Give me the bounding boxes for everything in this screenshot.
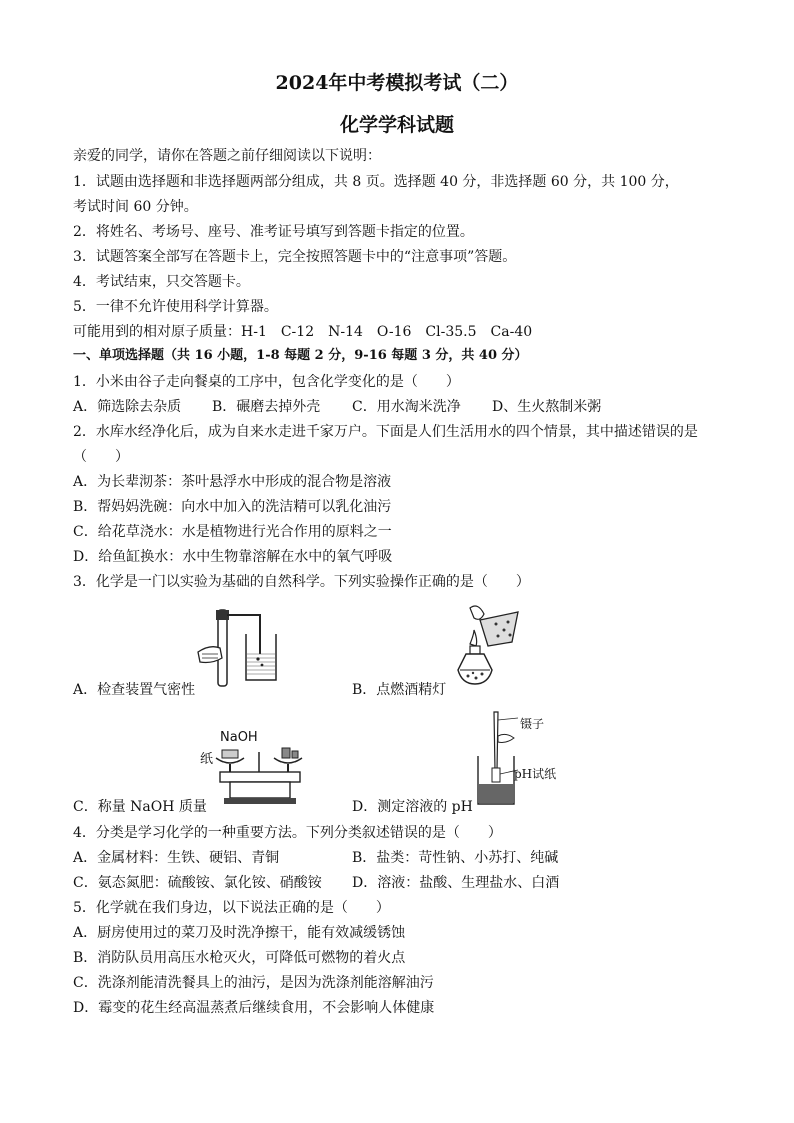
- option-b: B．碾磨去掉外壳: [212, 399, 321, 415]
- question-stem: 3．化学是一门以实验为基础的自然科学。下列实验操作正确的是（ ）: [73, 574, 530, 590]
- question-stem: 5．化学就在我们身边，以下说法正确的是（ ）: [73, 900, 390, 916]
- option-b: B．点燃酒精灯: [352, 682, 447, 698]
- instruction-item: 2．将姓名、考场号、座号、准考证号填写到答题卡指定的位置。: [73, 224, 474, 240]
- balance-figure: [210, 744, 310, 808]
- option-d: D．测定溶液的 pH: [352, 799, 473, 815]
- option-d: D．溶液：盐酸、生理盐水、白酒: [352, 875, 560, 891]
- atomic-mass-line: 可能用到的相对原子质量：H-1 C-12 N-14 O-16 Cl-35.5 Ca-40: [73, 324, 533, 340]
- option-c: C．洗涤剂能清洗餐具上的油污，是因为洗涤剂能溶解油污: [73, 975, 434, 991]
- option-b: B．帮妈妈洗碗：向水中加入的洗洁精可以乳化油污: [73, 499, 392, 515]
- question-stem: 1．小米由谷子走向餐桌的工序中，包含化学变化的是（ ）: [73, 374, 460, 390]
- instruction-item: 4．考试结束，只交答题卡。: [73, 274, 250, 290]
- option-a: A．检查装置气密性: [73, 682, 196, 698]
- exam-title: 2024年中考模拟考试（二）: [275, 72, 519, 94]
- airtightness-check-figure: [190, 604, 290, 692]
- option-a: A．为长辈沏茶：茶叶悬浮水中形成的混合物是溶液: [73, 474, 392, 490]
- option-c: C．用水淘米洗净: [352, 399, 461, 415]
- option-b: B．消防队员用高压水枪灭火，可降低可燃物的着火点: [73, 950, 406, 966]
- option-d: D．霉变的花生经高温蒸煮后继续食用，不会影响人体健康: [73, 1000, 435, 1016]
- option-a: A．厨房使用过的菜刀及时洗净擦干，能有效减缓锈蚀: [73, 925, 406, 941]
- instruction-item: 3．试题答案全部写在答题卡上，完全按照答题卡中的“注意事项”答题。: [73, 249, 517, 265]
- option-b: B．盐类：苛性钠、小苏打、纯碱: [352, 850, 559, 866]
- instruction-item: 1．试题由选择题和非选择题两部分组成，共 8 页。选择题 40 分，非选择题 60 分，共 100 分，: [73, 174, 679, 190]
- exam-subtitle: 化学学科试题: [339, 114, 454, 136]
- tweezers-label: 镊子: [520, 717, 545, 731]
- option-a: A．金属材料：生铁、硬铝、青铜: [73, 850, 280, 866]
- question-stem-cont: （ ）: [73, 449, 129, 465]
- instruction-item: 考试时间 60 分钟。: [73, 199, 198, 215]
- option-d: D．给鱼缸换水：水中生物靠溶解在水中的氧气呼吸: [73, 549, 393, 565]
- option-d: D、生火熬制米粥: [492, 399, 602, 415]
- option-c: C．称量 NaOH 质量: [73, 799, 207, 815]
- alcohol-lamp-figure: [440, 600, 525, 690]
- instructions-greeting: 亲爱的同学，请你在答题之前仔细阅读以下说明：: [73, 148, 381, 164]
- option-c: C．给花草浇水：水是植物进行光合作用的原料之一: [73, 524, 392, 540]
- question-stem: 2．水库水经净化后，成为自来水走进千家万户。下面是人们生活用水的四个情景，其中描述错误的是: [73, 424, 698, 440]
- naoh-label: NaOH: [220, 730, 258, 745]
- ph-test-figure: [470, 710, 520, 808]
- paper-label: 纸: [200, 752, 214, 767]
- ph-paper-label: pH试纸: [514, 767, 557, 781]
- instruction-item: 5．一律不允许使用科学计算器。: [73, 299, 278, 315]
- option-a: A．筛选除去杂质: [73, 399, 182, 415]
- question-stem: 4．分类是学习化学的一种重要方法。下列分类叙述错误的是（ ）: [73, 825, 502, 841]
- option-c: C．氨态氮肥：硫酸铵、氯化铵、硝酸铵: [73, 875, 322, 891]
- section-heading: 一、单项选择题（共 16 小题，1-8 每题 2 分，9-16 每题 3 分，共 40 分）: [73, 348, 528, 363]
